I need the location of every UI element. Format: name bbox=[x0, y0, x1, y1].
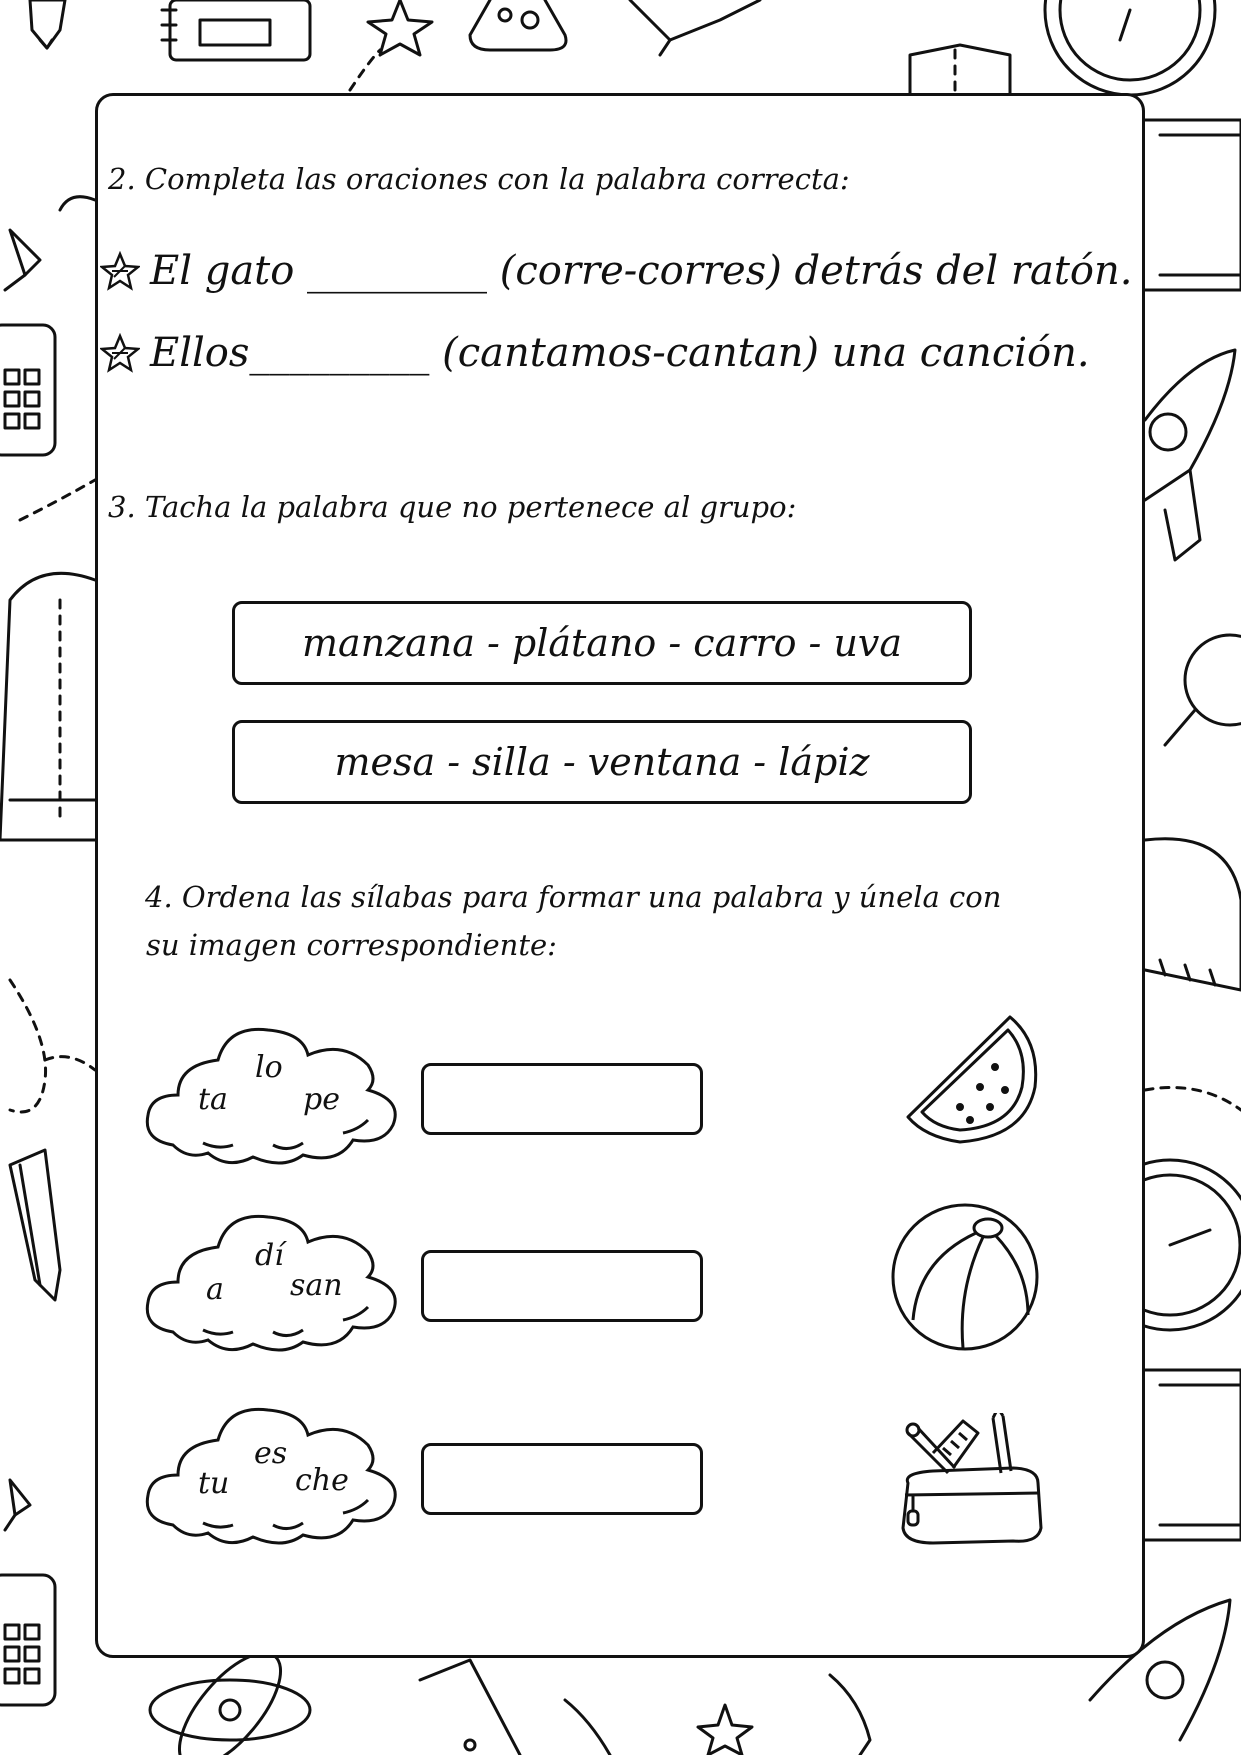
syllable-1-1: ta bbox=[198, 1082, 228, 1117]
notebook-doodle-icon bbox=[162, 0, 310, 60]
sentence-2-text: Ellos_________ (cantamos-cantan) una canción. bbox=[150, 330, 1090, 376]
syllable-cloud bbox=[143, 1025, 403, 1165]
backpack-doodle-icon bbox=[0, 573, 95, 840]
syllable-3-2: es bbox=[254, 1436, 288, 1471]
lamp-doodle-icon bbox=[830, 1675, 870, 1755]
pencil-side-doodle-icon bbox=[10, 1150, 60, 1300]
magnifier-doodle-icon bbox=[1165, 635, 1241, 745]
syllable-1-3: pe bbox=[303, 1082, 340, 1117]
exercise-3-instruction: 3. Tacha la palabra que no pertenece al grupo: bbox=[108, 490, 797, 524]
syllable-2-3: san bbox=[290, 1268, 343, 1303]
tack-doodle-icon bbox=[5, 230, 40, 290]
cube-doodle-icon bbox=[910, 45, 1010, 93]
watermelon-slice-icon[interactable] bbox=[900, 1012, 1045, 1147]
flask-doodle-icon bbox=[470, 0, 566, 50]
pencil-doodle-icon bbox=[30, 0, 65, 48]
star-doodle-icon bbox=[368, 0, 432, 55]
syllable-2-2: dí bbox=[255, 1238, 284, 1273]
star-bullet-icon bbox=[100, 333, 140, 373]
ruler-doodle-icon bbox=[420, 1660, 520, 1755]
calculator-doodle-icon bbox=[0, 325, 55, 455]
rocket-doodle-icon bbox=[1145, 350, 1235, 560]
star2-doodle-icon bbox=[698, 1705, 752, 1755]
word-group-1[interactable]: manzana - plátano - carro - uva bbox=[232, 601, 972, 685]
syllable-3-1: tu bbox=[198, 1466, 230, 1501]
word-group-2[interactable]: mesa - silla - ventana - lápiz bbox=[232, 720, 972, 804]
book-doodle-icon bbox=[630, 0, 760, 55]
syllable-3-3: che bbox=[295, 1463, 349, 1498]
syllable-1-2: lo bbox=[255, 1050, 283, 1085]
monitor2-doodle-icon bbox=[1145, 1370, 1241, 1540]
monitor-doodle-icon bbox=[1145, 120, 1241, 290]
answer-box-1[interactable] bbox=[421, 1063, 703, 1135]
clock-doodle-icon bbox=[1045, 0, 1215, 95]
syllable-cloud bbox=[143, 1212, 403, 1352]
exercise-2-instruction: 2. Completa las oraciones con la palabra correcta: bbox=[108, 162, 850, 196]
beach-ball-icon[interactable] bbox=[888, 1200, 1043, 1355]
sentence-2 bbox=[100, 330, 1090, 376]
pencil-case-icon[interactable] bbox=[893, 1413, 1048, 1548]
answer-box-3[interactable] bbox=[421, 1443, 703, 1515]
protractor-doodle-icon bbox=[1145, 839, 1241, 990]
sentence-1 bbox=[100, 248, 1132, 294]
syllable-cloud bbox=[143, 1405, 403, 1545]
sentence-1-text: El gato _________ (corre-corres) detrás del ratón. bbox=[150, 248, 1133, 294]
syllable-2-1: a bbox=[206, 1272, 224, 1307]
exercise-4-instruction-line2: su imagen correspondiente: bbox=[146, 928, 557, 962]
star-bullet-icon bbox=[100, 251, 140, 291]
exercise-4-instruction-line1: 4. Ordena las sílabas para formar una palabra y únela con bbox=[145, 880, 1002, 914]
calculator2-doodle-icon bbox=[0, 1575, 55, 1705]
answer-box-2[interactable] bbox=[421, 1250, 703, 1322]
tack2-doodle-icon bbox=[5, 1480, 30, 1530]
